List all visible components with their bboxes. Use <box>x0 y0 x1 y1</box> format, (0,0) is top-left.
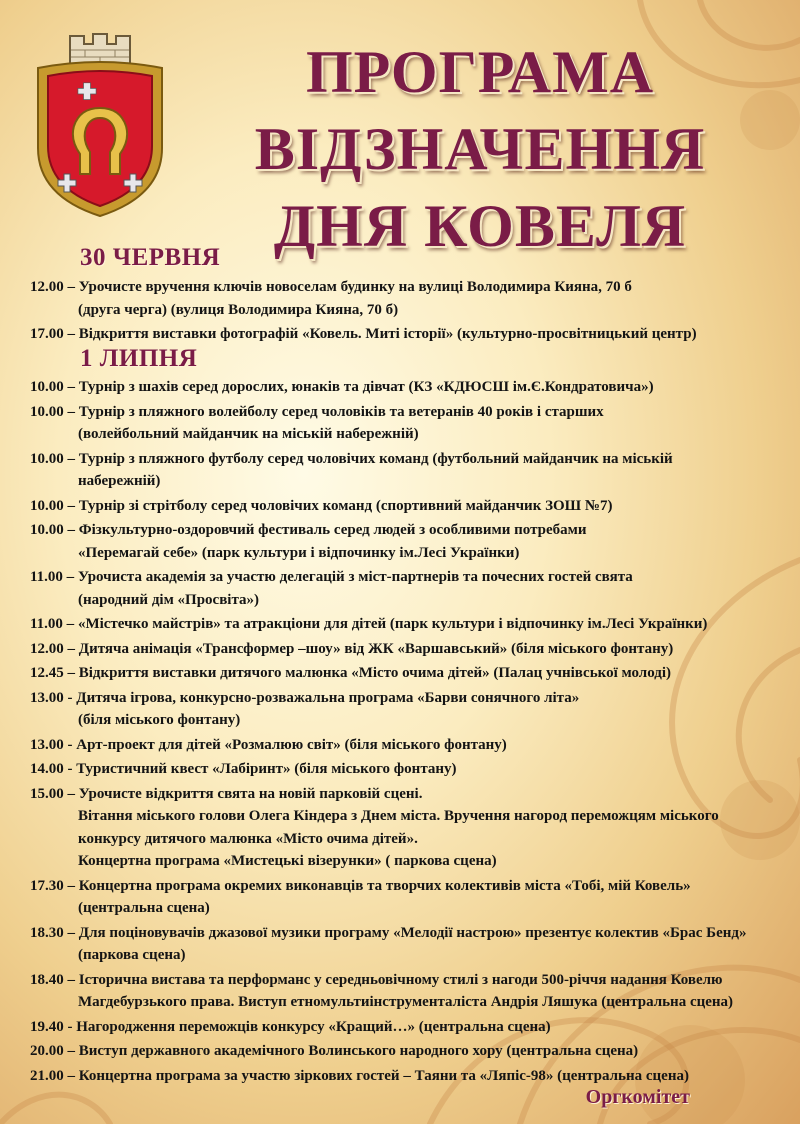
organizing-committee-signature: Оргкомітет <box>585 1086 690 1108</box>
event-item <box>30 519 785 564</box>
event-text: Урочиста академія за участю делегацій з міст-партнерів та почесних гостей свята <box>77 569 633 585</box>
event-time: 14.00 - <box>30 761 73 777</box>
event-text: Нагородження переможців конкурсу «Кращий…» (центральна сцена) <box>76 1018 551 1035</box>
event-text: «Містечко майстрів» та атракціони для дітей (парк культури і відпочинку ім.Лесі Українки) <box>77 616 708 632</box>
event-text: Урочисте відкриття свята на новій парковій сцені. <box>78 785 423 802</box>
event-text: Виступ державного академічного Волинського народного хору (центральна сцена) <box>78 1043 639 1059</box>
event-item <box>30 969 785 1014</box>
event-text: Історична вистава та перформанс у середньовічному стилі з нагоди 500-річчя надання Ковелю <box>78 971 723 988</box>
event-text: Дитяча ігрова, конкурсно-розважальна програма «Барви сонячного літа» <box>76 689 580 706</box>
event-time: 11.00 – <box>30 616 75 632</box>
event-text: (центральна сцена) <box>78 900 210 916</box>
event-time: 18.30 – <box>30 924 75 941</box>
event-item <box>30 734 785 757</box>
event-time: 10.00 – <box>30 403 75 420</box>
event-item <box>30 448 785 493</box>
event-item <box>30 323 785 346</box>
day-heading-july-1: 1 ЛИПНЯ <box>80 345 198 372</box>
event-item <box>30 1040 785 1063</box>
event-text: Відкриття виставки фотографій «Ковель. Миті історії» (культурно-просвітницький центр) <box>78 326 697 342</box>
event-text: Арт-проект для дітей «Розмалюю світ» (біля міського фонтану) <box>76 736 507 753</box>
event-text: (народний дім «Просвіта») <box>78 591 260 608</box>
event-list-june-30 <box>30 276 785 348</box>
kovel-coat-of-arms-icon <box>30 28 170 220</box>
event-text: Фізкультурно-оздоровчий фестиваль серед людей з особливими потребами <box>78 522 587 538</box>
day-heading-june-30: 30 ЧЕРВНЯ <box>80 244 221 271</box>
event-text: Турнір з пляжного футболу серед чоловічих команд (футбольний майданчик на міській <box>78 450 673 467</box>
event-text: Туристичний квест «Лабіринт» (біля міського фонтану) <box>76 761 457 777</box>
event-text: (волейбольний майданчик на міській набережній) <box>78 426 419 442</box>
event-item <box>30 276 785 321</box>
event-text: Концертна програма «Мистецькі візерунки» ( паркова сцена) <box>78 853 497 869</box>
event-item <box>30 401 785 446</box>
event-text: (біля міського фонтану) <box>78 712 241 728</box>
event-item <box>30 638 785 661</box>
event-text: Дитяча анімація «Трансформер –шоу» від ЖК «Варшавський» (біля міського фонтану) <box>78 640 674 657</box>
event-time: 12.00 – <box>30 279 75 295</box>
event-text: Концертна програма окремих виконавців та творчих колективів міста «Тобі, мій Ковель» <box>78 877 691 894</box>
event-text: (паркова сцена) <box>78 947 186 963</box>
event-time: 12.00 – <box>30 640 75 657</box>
event-text: Урочисте вручення ключів новоселам будинку на вулиці Володимира Кияна, 70 б <box>78 279 632 295</box>
event-item <box>30 758 785 781</box>
event-text: Турнір зі стрітболу серед чоловічих команд (спортивний майданчик ЗОШ №7) <box>78 497 613 514</box>
event-list-july-1 <box>30 376 785 1089</box>
event-time: 17.30 – <box>30 877 75 894</box>
event-item <box>30 1016 785 1039</box>
event-text: Концертна програма за участю зіркових гостей – Таяни та «Ляпіс-98» (центральна сцена) <box>78 1067 689 1084</box>
event-item <box>30 1065 785 1088</box>
event-time: 13.00 - <box>30 736 73 753</box>
event-time: 18.40 – <box>30 971 75 988</box>
event-item <box>30 613 785 636</box>
event-time: 10.00 – <box>30 379 75 395</box>
event-time: 17.00 – <box>30 326 75 342</box>
event-time: 21.00 – <box>30 1067 75 1084</box>
event-text: Турнір з пляжного волейболу серед чоловіків та ветеранів 40 років і старших <box>78 403 604 420</box>
event-text: Турнір з шахів серед дорослих, юнаків та дівчат (КЗ «КДЮСШ ім.Є.Кондратовича») <box>78 379 654 395</box>
event-time: 10.00 – <box>30 497 75 514</box>
event-item <box>30 376 785 399</box>
event-time: 11.00 – <box>30 569 75 585</box>
event-item <box>30 875 785 920</box>
event-time: 19.40 - <box>30 1018 73 1035</box>
event-item <box>30 495 785 518</box>
event-item <box>30 783 785 873</box>
event-time: 13.00 - <box>30 689 73 706</box>
event-text: «Перемагай себе» (парк культури і відпочинку ім.Лесі Українки) <box>78 544 520 561</box>
title-line-1: ПРОГРАМА <box>305 39 655 105</box>
title-line-3: ДНЯ КОВЕЛЯ <box>273 193 687 259</box>
title-line-2: ВІДЗНАЧЕННЯ <box>254 116 706 182</box>
event-text: (друга черга) (вулиця Володимира Кияна, 70 б) <box>78 301 399 318</box>
event-text: набережній) <box>78 473 161 489</box>
event-text: Для поціновувачів джазової музики програму «Мелодії настрою» презентує колектив «Брас Бенд» <box>78 924 747 941</box>
event-time: 10.00 – <box>30 522 75 538</box>
event-item <box>30 662 785 685</box>
event-item <box>30 687 785 732</box>
event-text: конкурсу дитячого малюнка «Місто очима дітей». <box>78 830 418 847</box>
event-time: 10.00 – <box>30 450 75 467</box>
page-title <box>200 34 760 265</box>
event-text: Вітання міського голови Олега Кіндера з Днем міста. Вручення нагород переможцям міського <box>78 808 719 824</box>
event-time: 15.00 – <box>30 785 75 802</box>
event-time: 12.45 – <box>30 665 75 681</box>
event-item <box>30 566 785 611</box>
event-time: 20.00 – <box>30 1043 75 1059</box>
event-text: Магдебурзького права. Виступ етномультиінструменталіста Андрія Ляшука (центральна сцена) <box>78 994 734 1010</box>
event-item <box>30 922 785 967</box>
event-text: Відкриття виставки дитячого малюнка «Місто очима дітей» (Палац учнівської молоді) <box>78 665 672 681</box>
